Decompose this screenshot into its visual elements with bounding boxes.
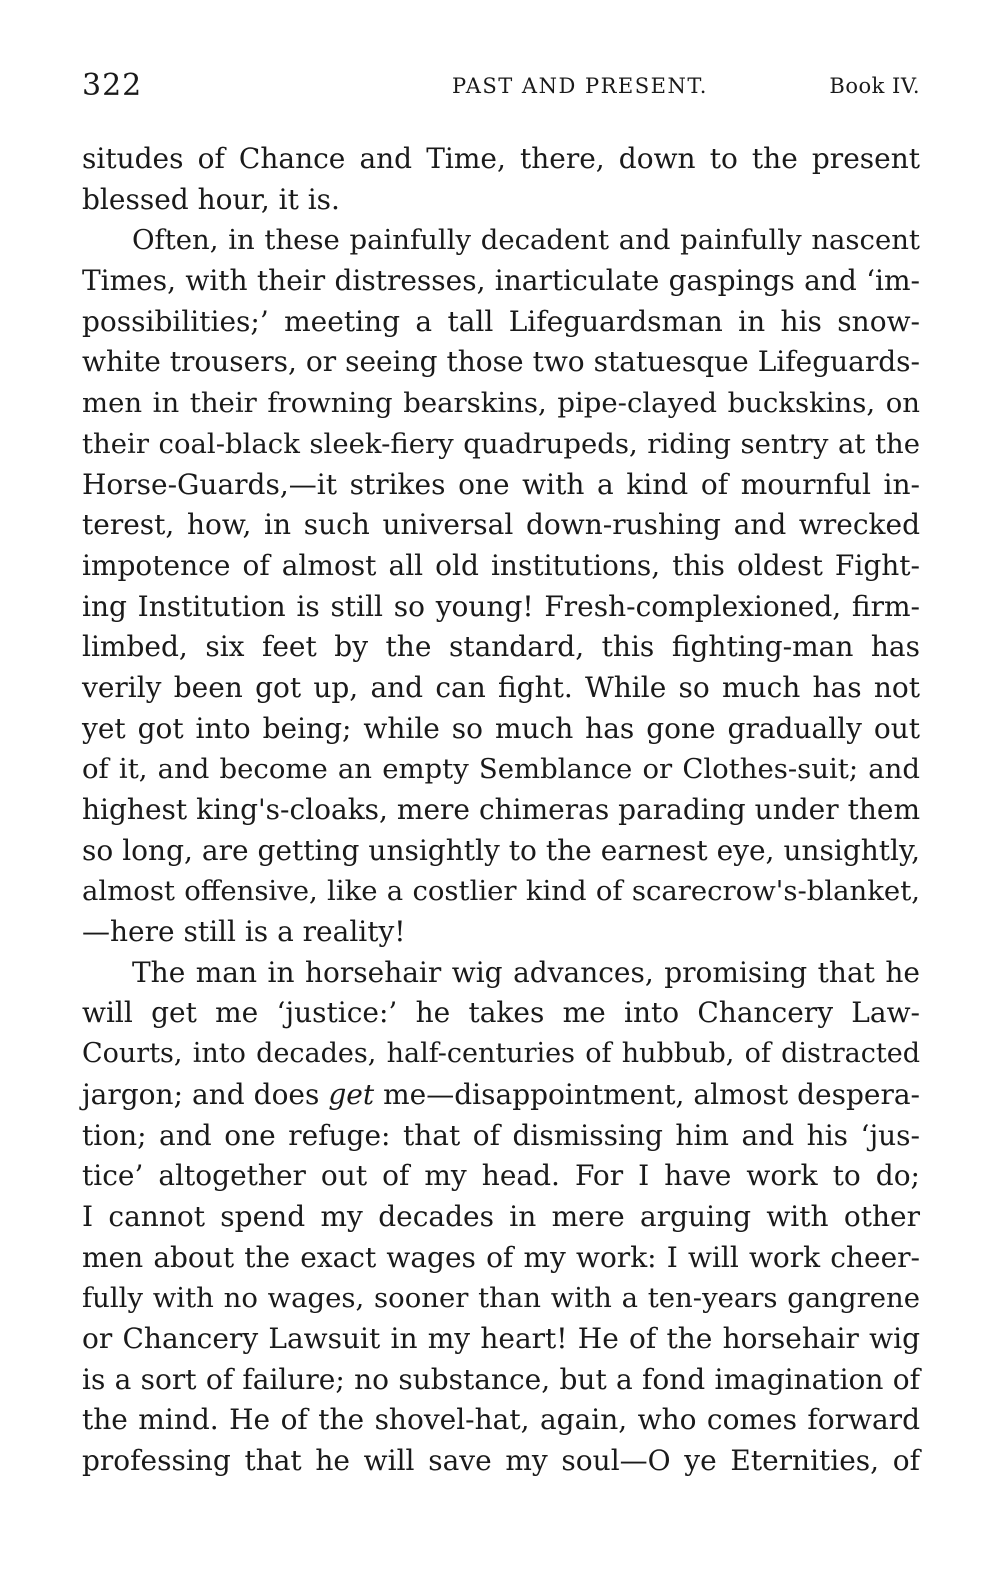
- page-number: 322: [82, 68, 143, 103]
- text-line: so long, are getting unsightly to the earnest eye, unsightly,: [82, 833, 920, 867]
- text-line: I cannot spend my decades in mere arguing with other: [82, 1199, 920, 1233]
- text-line: terest, how, in such universal down-rushing and wrecked: [82, 508, 920, 542]
- text-line: white trousers, or seeing those two statuesque Lifeguards-: [82, 345, 920, 379]
- text-line: fully with no wages, sooner than with a ten-years gangrene: [82, 1282, 920, 1315]
- italic-word: get: [328, 1077, 375, 1111]
- text-line: professing that he will save my soul—O ye Eternities, of: [82, 1444, 920, 1477]
- text-line: impotence of almost all old institutions, this oldest Fight-: [82, 548, 920, 582]
- text-run: jargon; and does: [82, 1077, 320, 1111]
- text-line: men in their frowning bearskins, pipe-clayed buckskins, on: [82, 387, 920, 420]
- text-line: men about the exact wages of my work: I will work cheer-: [82, 1240, 920, 1274]
- text-line: yet got into being; while so much has gone gradually out: [82, 711, 920, 745]
- text-run: me—disappointment, almost despera-: [383, 1077, 920, 1111]
- text-line: limbed, six feet by the standard, this fighting-man has: [82, 630, 920, 664]
- text-line: blessed hour, it is.: [82, 182, 340, 216]
- text-line: is a sort of failure; no substance, but a fond imagination of: [82, 1362, 920, 1396]
- text-line: of it, and become an empty Semblance or Clothes-suit; and: [82, 753, 920, 786]
- text-line: highest king's-cloaks, mere chimeras parading under them: [82, 793, 920, 826]
- text-line: almost offensive, like a costlier kind of scarecrow's-blanket,: [82, 875, 920, 908]
- text-line: or Chancery Lawsuit in my heart! He of the horsehair wig: [82, 1321, 920, 1355]
- paragraph-start-line: The man in horsehair wig advances, promising that he: [132, 955, 920, 989]
- text-line-with-italic: [82, 1075, 920, 1116]
- text-line: the mind. He of the shovel-hat, again, who comes forward: [82, 1403, 920, 1437]
- text-line: Times, with their distresses, inarticulate gaspings and ‘im-: [82, 264, 920, 298]
- text-line: Courts, into decades, half-centuries of hubbub, of distracted: [82, 1038, 920, 1070]
- paragraph-start-line: Often, in these painfully decadent and painfully nascent: [132, 224, 920, 257]
- body-text: [82, 139, 920, 1482]
- text-line: Horse-Guards,—it strikes one with a kind of mournful in-: [82, 467, 920, 501]
- text-line: verily been got up, and can fight. While so much has not: [82, 670, 920, 704]
- text-line: tice’ altogether out of my head. For I have work to do;: [82, 1159, 920, 1193]
- running-title: PAST AND PRESENT.: [452, 74, 708, 98]
- text-line: tion; and one refuge: that of dismissing him and his ‘jus-: [82, 1118, 920, 1152]
- page-header: [82, 68, 920, 108]
- text-line: will get me ‘justice:’ he takes me into Chancery Law-: [82, 996, 920, 1030]
- text-line: ing Institution is still so young! Fresh-complexioned, firm-: [82, 589, 920, 623]
- text-line: situdes of Chance and Time, there, down to the present: [82, 142, 920, 175]
- text-line: —here still is a reality!: [82, 915, 406, 949]
- text-line: their coal-black sleek-fiery quadrupeds, riding sentry at the: [82, 427, 920, 460]
- book-label: Book IV.: [829, 74, 920, 98]
- text-line: possibilities;’ meeting a tall Lifeguardsman in his snow-: [82, 304, 920, 338]
